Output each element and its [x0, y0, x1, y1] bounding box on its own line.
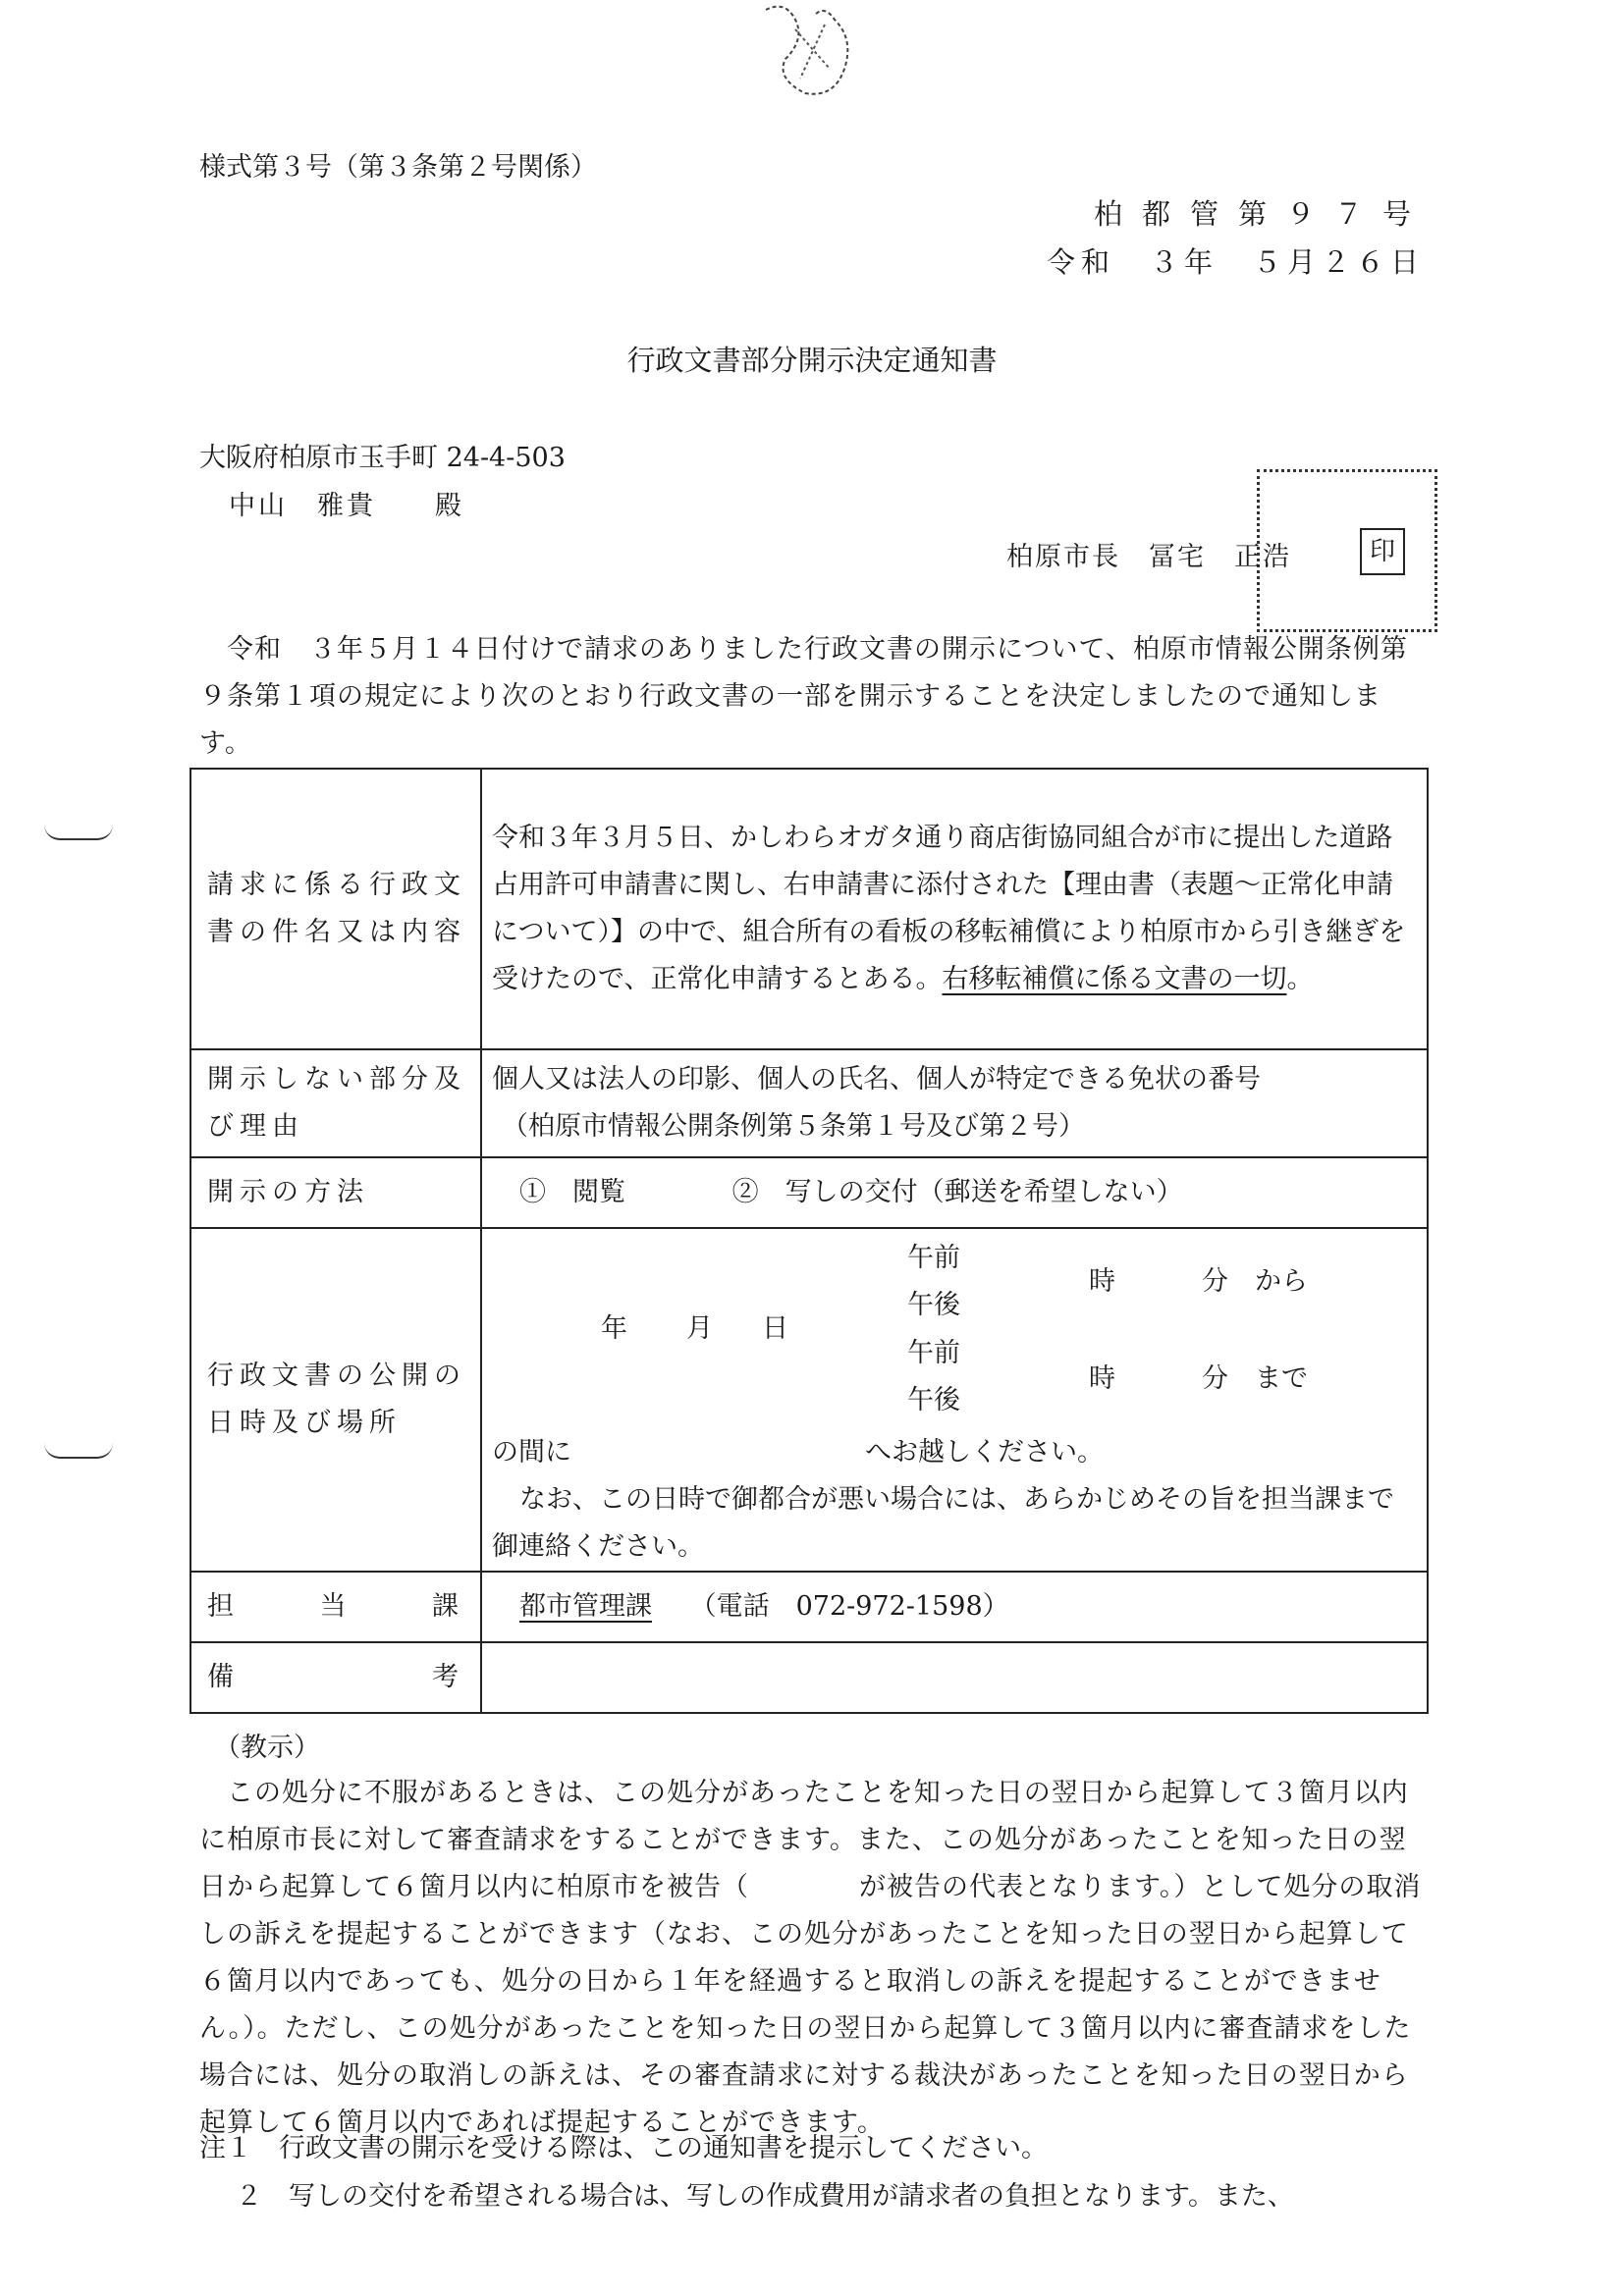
dt-hour1: 時	[1089, 1266, 1115, 1297]
decision-table	[189, 768, 1429, 1714]
remarks-label	[190, 1642, 481, 1713]
top-stamp-mark	[756, 0, 869, 106]
nondisclosure-line1: 個人又は法人の印影、個人の氏名、個人が特定できる免状の番号	[492, 1064, 1261, 1095]
dt-hour2: 時	[1089, 1363, 1115, 1394]
margin-mark	[44, 1443, 113, 1459]
instruction-body: この処分に不服があるときは、この処分があったことを知った日の翌日から起算して３箇月以内に柏原市長に対して審査請求をすることができます。また、この処分があったことを知った日の翌日から起算して６箇月以内に柏原市を被告（ が被告の代表となります。）として処分の取消しの訴えを提起することができます（なお、この処分があったことを知った日の翌日から起算して６箇月以内であっても、処分の日から１年を経過すると取消しの訴えを提起することができません。）。ただし、この処分があったことを知った日の翌日から起算して３箇月以内に審査請求をした場合には、処分の取消しの訴えは、その審査請求に対する裁決があったことを知った日の翌日から起算して６箇月以内であれば提起することができます。	[199, 1778, 1422, 2138]
instruction-heading: （教示）	[214, 1733, 320, 1763]
subject-label: 請求に係る行政文書の件名又は内容	[190, 769, 481, 1049]
dept-cell	[481, 1572, 1428, 1642]
reference-number: 柏都管第９７号	[1093, 197, 1431, 231]
document-title: 行政文書部分開示決定通知書	[626, 344, 998, 377]
nondisclosure-label: 開示しない部分及び理由	[190, 1049, 481, 1157]
recipient-name: 中山 雅貴 殿	[229, 491, 464, 521]
method-label: 開示の方法	[190, 1157, 481, 1228]
dt-year: 年	[601, 1313, 627, 1344]
intro-paragraph: 令和 ３年５月１４日付けで請求のありました行政文書の開示について、柏原市情報公開条例第９条第１項の規定により次のとおり行政文書の一部を開示することを決定しましたので通知します。	[199, 634, 1408, 759]
dept-label-text: 担 当 課	[207, 1591, 464, 1622]
nondisclosure-cell	[481, 1049, 1428, 1157]
subject-underlined: 右移転補償に係る文書の一切	[942, 964, 1287, 994]
note-2: ２ 写しの交付を希望される場合は、写しの作成費用が請求者の負担となります。また、	[236, 2181, 1294, 2212]
method-option-copy: ② 写しの交付（郵送を希望しない）	[731, 1177, 1183, 1207]
dt-min-to: 分 まで	[1202, 1363, 1308, 1394]
dt-min-from: 分 から	[1202, 1266, 1308, 1297]
remarks-label-text: 備 考	[207, 1662, 464, 1692]
remarks-value	[481, 1642, 1428, 1713]
issue-date: 令和 ３年 ５月２６日	[1046, 245, 1425, 279]
dt-between: の間に	[492, 1437, 571, 1468]
dt-day: 日	[762, 1313, 788, 1344]
dept-name: 都市管理課	[519, 1591, 652, 1622]
note-1: 注１ 行政文書の開示を受ける際は、この通知書を提示してください。	[199, 2133, 1048, 2163]
dt-visit: へお越しください。	[865, 1437, 1104, 1468]
seal-mark: 印	[1360, 528, 1405, 575]
subject-cell	[481, 769, 1428, 1049]
subject-text: 令和３年３月５日、かしわらオガタ通り商店街協同組合が市に提出した道路占用許可申請書に関し、右申請書に添付された【理由書（表題～正常化申請について）】の中で、組合所有の看板の移転補償により柏原市から引き継ぎを受けたので、正常化申請するとある。	[492, 823, 1406, 994]
form-number: 様式第３号（第３条第２号関係）	[199, 152, 597, 183]
subject-end: 。	[1286, 964, 1314, 994]
dt-am2: 午前	[907, 1338, 960, 1368]
dept-label	[190, 1572, 481, 1642]
datetime-label: 行政文書の公開の日時及び場所	[190, 1228, 481, 1572]
dept-phone: （電話 072-972-1598）	[689, 1591, 1009, 1622]
dt-pm1: 午後	[907, 1290, 960, 1320]
method-cell	[481, 1157, 1428, 1228]
method-option-view: ① 閲覧	[519, 1177, 625, 1207]
dt-am1: 午前	[907, 1243, 960, 1273]
recipient-address: 大阪府柏原市玉手町 24-4-503	[199, 443, 566, 473]
sender-name: 柏原市長 冨宅 正浩	[1006, 542, 1291, 572]
dt-note: なお、この日時で御都合が悪い場合には、あらかじめその旨を担当課まで御連絡ください。	[492, 1484, 1394, 1562]
datetime-grid	[492, 1235, 1413, 1562]
margin-mark	[44, 825, 113, 840]
dt-pm2: 午後	[907, 1385, 960, 1415]
nondisclosure-line2: （柏原市情報公開条例第５条第１号及び第２号）	[502, 1111, 1085, 1142]
dt-month: 月	[686, 1313, 713, 1344]
datetime-cell	[481, 1228, 1428, 1572]
